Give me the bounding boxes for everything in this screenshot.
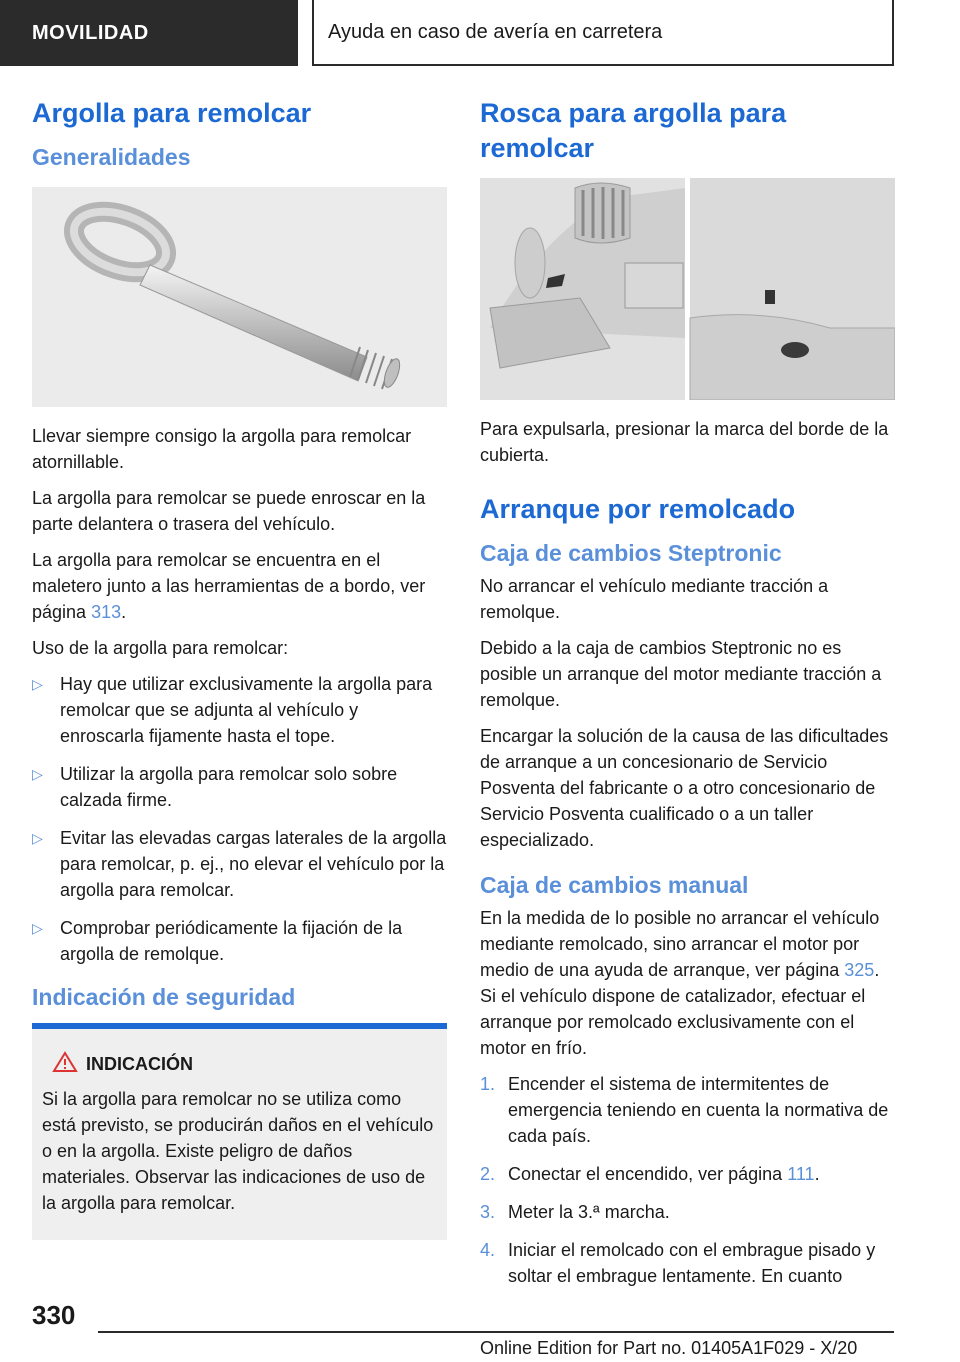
paragraph-steptronic-1: No arrancar el vehículo mediante tracción a remolque. [480, 576, 829, 623]
section-label: MOVILIDAD [0, 0, 298, 66]
tow-thread-photo [480, 178, 895, 400]
chapter-title: Ayuda en caso de avería en carretera [312, 0, 894, 66]
triangle-bullet-icon: ▷ [32, 829, 43, 846]
list-item [32, 671, 447, 749]
step-text: Conectar el encendido, ver página [508, 1164, 788, 1185]
paragraph-screw-in: La argolla para remolcar se puede enroscar en la parte delantera o trasera del vehículo. [32, 487, 426, 534]
usage-list [32, 671, 447, 967]
heading-general: Generalidades [32, 144, 191, 171]
warning-text: Si la argolla para remolcar no se utiliza como está previsto, se producirán daños en el vehículo o en la argolla. Existe peligro de daños materiales. Observar las indicaciones de uso de la argolla para remolcar. [42, 1088, 434, 1213]
step-number: 1. [480, 1074, 496, 1095]
location-text: La argolla para remolcar se encuentra en el maletero junto a las herramientas de a bordo, ver página [32, 549, 426, 622]
heading-tow-start: Arranque por remolcado [480, 494, 796, 525]
list-item-text: Evitar las elevadas cargas laterales de la argolla para remolcar, p. ej., no elevar el vehículo por la argolla para remolcar. [60, 827, 447, 900]
warning-box [32, 1023, 447, 1240]
period: . [814, 1164, 820, 1185]
step-text: Iniciar el remolcado con el embrague pisado y soltar el embrague lentamente. En cuanto [508, 1240, 876, 1287]
heading-thread: Rosca para argolla para remolcar [480, 98, 787, 164]
triangle-bullet-icon: ▷ [32, 919, 43, 936]
page-link-111[interactable]: 111 [787, 1164, 815, 1185]
paragraph-location [32, 547, 447, 625]
list-item [32, 825, 447, 903]
period: . [121, 601, 127, 622]
tow-eye-illustration [32, 187, 447, 407]
step-text: Encender el sistema de intermitentes de emergencia teniendo en cuenta la normativa de cada país. [508, 1074, 889, 1147]
paragraph-manual [480, 905, 895, 1061]
paragraph-carry-eye: Llevar siempre consigo la argolla para remolcar atornillable. [32, 425, 412, 472]
tow-start-steps [480, 1071, 895, 1289]
heading-steptronic: Caja de cambios Steptronic [480, 540, 782, 567]
right-column [480, 96, 895, 1301]
paragraph-steptronic-3: Encargar la solución de la causa de las dificultades de arranque a un concesionario de Servicio Posventa del fabricante o a otro concesionario de Servicio Posventa cualificado o a un taller especializado. [480, 726, 889, 851]
step-item [480, 1161, 895, 1187]
paragraph-eject: Para expulsarla, presionar la marca del borde de la cubierta. [480, 419, 889, 466]
paragraph-usage-intro: Uso de la argolla para remolcar: [32, 637, 289, 658]
page-number: 330 [32, 1300, 76, 1330]
list-item [32, 915, 447, 967]
warning-header [42, 1051, 437, 1078]
list-item-text: Utilizar la argolla para remolcar solo sobre calzada firme. [60, 763, 398, 810]
page-link-313[interactable]: 313 [91, 601, 122, 622]
triangle-bullet-icon: ▷ [32, 765, 43, 782]
step-number: 4. [480, 1240, 496, 1261]
page-header [0, 0, 960, 66]
warning-triangle-icon [52, 1051, 78, 1078]
paragraph-steptronic-2: Debido a la caja de cambios Steptronic no es posible un arranque del motor mediante tracción a remolque. [480, 638, 882, 711]
manual-text-b: . Si el vehículo dispone de catalizador, efectuar el arranque por remolcado exclusivamente con el motor en frío. [480, 960, 880, 1059]
list-item [32, 761, 447, 813]
heading-manual: Caja de cambios manual [480, 872, 749, 899]
manual-text-a: En la medida de lo posible no arrancar el vehículo mediante remolcado, sino arrancar el motor por medio de una ayuda de arranque, ver página [480, 908, 880, 981]
edition-note: Online Edition for Part no. 01405A1F029 - X/20 [480, 1338, 858, 1358]
page-link-325[interactable]: 325 [844, 960, 875, 981]
warning-title: INDICACIÓN [86, 1053, 193, 1074]
list-item-text: Hay que utilizar exclusivamente la argolla para remolcar que se adjunta al vehículo y enroscarla fijamente hasta el tope. [60, 673, 433, 746]
step-item [480, 1199, 895, 1225]
footer-divider [98, 1331, 894, 1333]
step-text: Meter la 3.ª marcha. [508, 1202, 670, 1223]
left-column [32, 96, 447, 1240]
step-item [480, 1237, 895, 1289]
heading-tow-eye: Argolla para remolcar [32, 98, 312, 128]
triangle-bullet-icon: ▷ [32, 675, 43, 692]
heading-safety: Indicación de seguridad [32, 983, 296, 1010]
step-item [480, 1071, 895, 1149]
step-number: 2. [480, 1164, 496, 1185]
list-item-text: Comprobar periódicamente la fijación de la argolla de remolque. [60, 917, 403, 964]
step-number: 3. [480, 1202, 496, 1223]
